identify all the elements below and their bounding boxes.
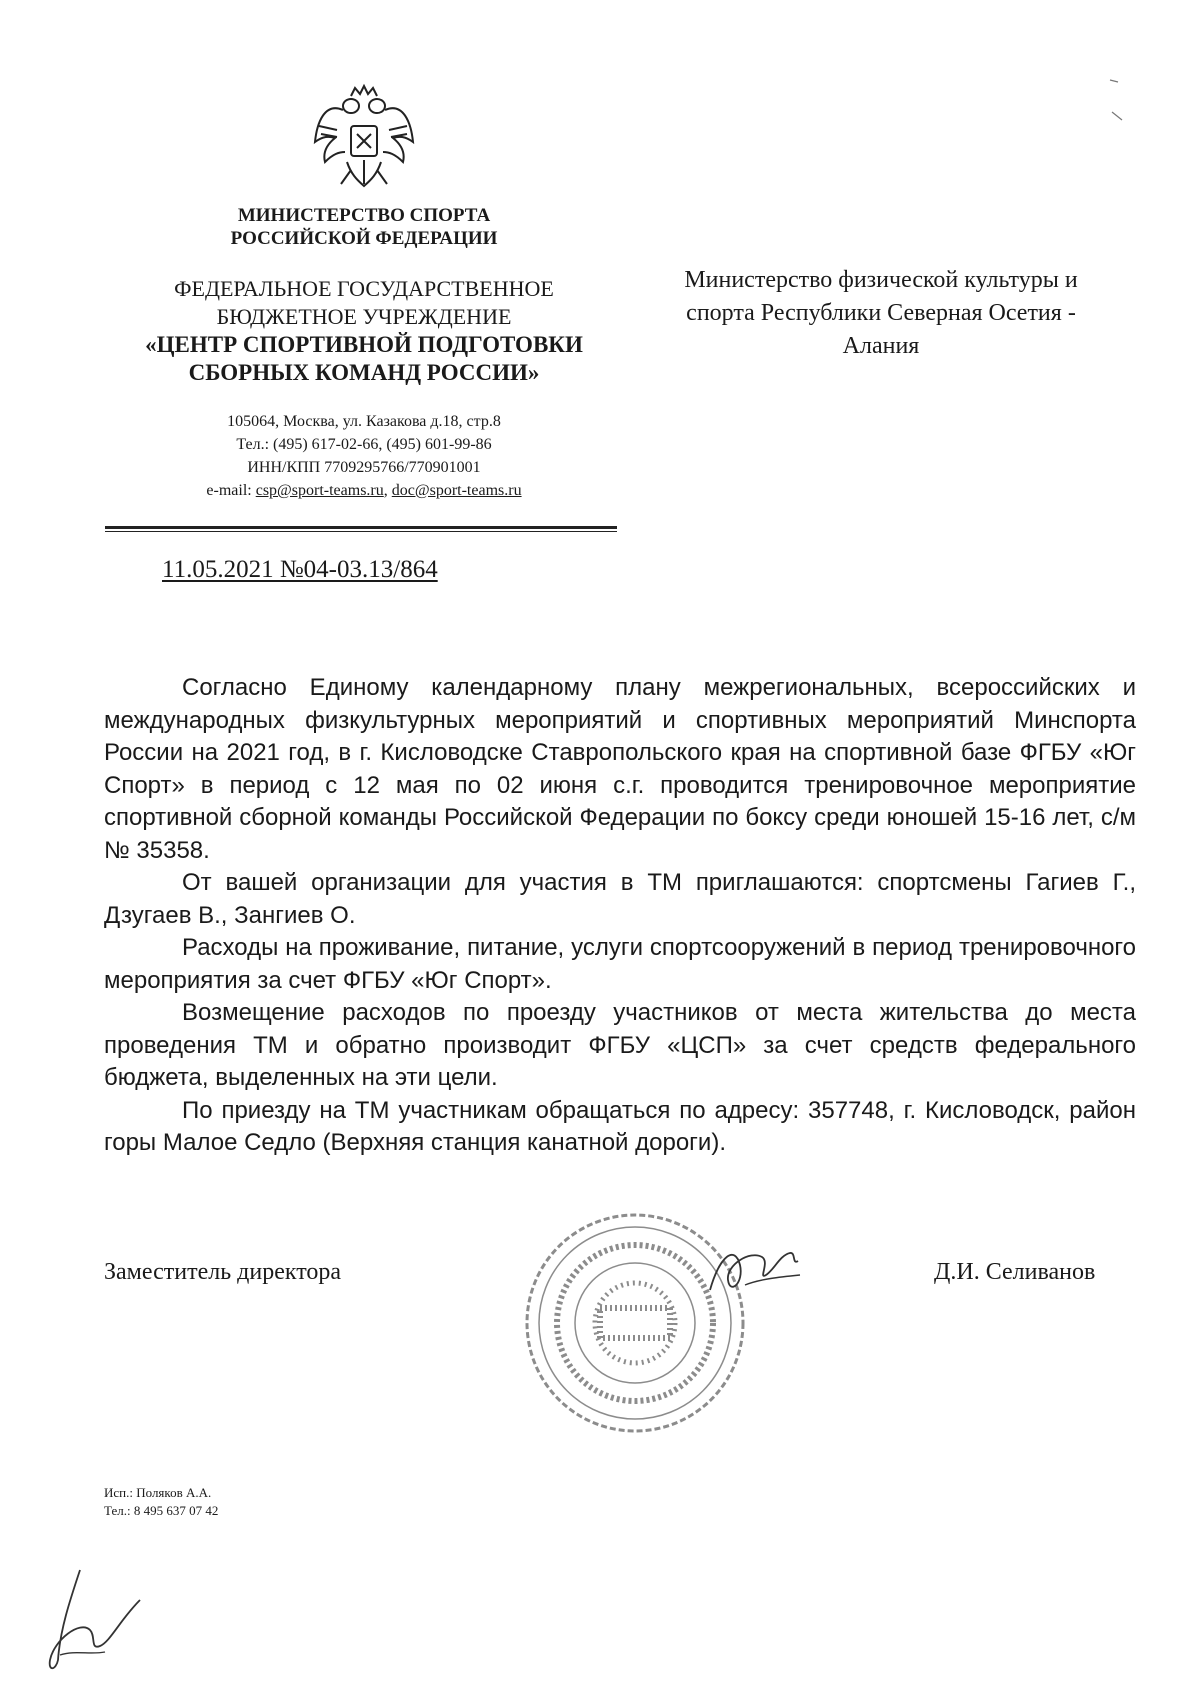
org-address: 105064, Москва, ул. Казакова д.18, стр.8 bbox=[227, 413, 501, 430]
org-line-1: ФЕДЕРАЛЬНОЕ ГОСУДАРСТВЕННОЕ bbox=[174, 276, 554, 301]
organization-contacts bbox=[130, 410, 598, 502]
executor-name: Исп.: Поляков А.А. bbox=[104, 1485, 212, 1500]
organization-title bbox=[110, 275, 618, 387]
signer-name: Д.И. Селиванов bbox=[934, 1259, 1096, 1285]
email-separator: , bbox=[383, 482, 392, 499]
org-inn: ИНН/КПП 7709295766/770901001 bbox=[247, 459, 481, 476]
body-paragraph-2: От вашей организации для участия в ТМ приглашаются: спортсмены Гагиев Г., Дзугаев В., Зангиев О. bbox=[104, 869, 1136, 929]
scan-artifact-icon bbox=[1108, 76, 1138, 136]
signer-position: Заместитель директора bbox=[104, 1259, 342, 1285]
ministry-line-1: МИНИСТЕРСТВО СПОРТА bbox=[237, 205, 491, 226]
org-line-2: БЮДЖЕТНОЕ УЧРЕЖДЕНИЕ bbox=[216, 304, 512, 329]
header-divider-thin bbox=[105, 531, 617, 532]
org-line-4: СБОРНЫХ КОМАНД РОССИИ» bbox=[188, 360, 540, 385]
document-number: 11.05.2021 №04-03.13/864 bbox=[162, 556, 438, 583]
org-email bbox=[130, 479, 598, 502]
org-line-3: «ЦЕНТР СПОРТИВНОЙ ПОДГОТОВКИ bbox=[145, 332, 583, 357]
coat-of-arms-icon bbox=[311, 82, 417, 194]
body-paragraph-5: По приезду на ТМ участникам обращаться по адресу: 357748, г. Кисловодск, район горы Малое Седло (Верхняя станция канатной дороги). bbox=[104, 1096, 1136, 1156]
body-paragraph-3: Расходы на проживание, питание, услуги спортсооружений в период тренировочного мероприятия за счет ФГБУ «Юг Спорт». bbox=[104, 934, 1136, 994]
addressee-line-1: Министерство физической культуры и bbox=[684, 267, 1078, 293]
header-divider bbox=[105, 526, 617, 529]
email-link-doc[interactable]: doc@sport-teams.ru bbox=[391, 482, 522, 499]
addressee-line-2: спорта Республики Северная Осетия - bbox=[686, 300, 1076, 326]
letter-body bbox=[104, 672, 1136, 1160]
addressee-block bbox=[646, 264, 1116, 363]
body-paragraph-1: Согласно Единому календарному плану межрегиональных, всероссийских и международных физкультурных мероприятий и спортивных мероприятий Минспорта России на 2021 год, в г. Кисловодске Ставропольского края на спортивной базе ФГБУ «Юг Спорт» в период с 12 мая по 02 июня с.г. проводится тренировочное мероприятие спортивной сборной команды Российской Федерации по боксу среди юношей 15-16 лет, с/м № 35358. bbox=[104, 674, 1136, 864]
body-paragraph-4: Возмещение расходов по проезду участников от места жительства до места проведения ТМ и обратно производит ФГБУ «ЦСП» за счет средств федерального бюджета, выделенных на эти цели. bbox=[104, 999, 1136, 1091]
email-link-csp[interactable]: csp@sport-teams.ru bbox=[255, 482, 384, 499]
handwritten-initials-icon bbox=[30, 1560, 170, 1680]
email-prefix: e-mail: bbox=[206, 482, 256, 499]
ministry-line-2: РОССИЙСКОЙ ФЕДЕРАЦИИ bbox=[230, 228, 498, 249]
executor-phone: Тел.: 8 495 637 07 42 bbox=[104, 1503, 219, 1518]
addressee-line-3: Алания bbox=[842, 333, 920, 359]
handwritten-signature-icon bbox=[700, 1235, 810, 1305]
ministry-title bbox=[150, 204, 578, 250]
org-phone: Тел.: (495) 617-02-66, (495) 601-99-86 bbox=[236, 436, 492, 453]
executor-info bbox=[104, 1484, 218, 1520]
